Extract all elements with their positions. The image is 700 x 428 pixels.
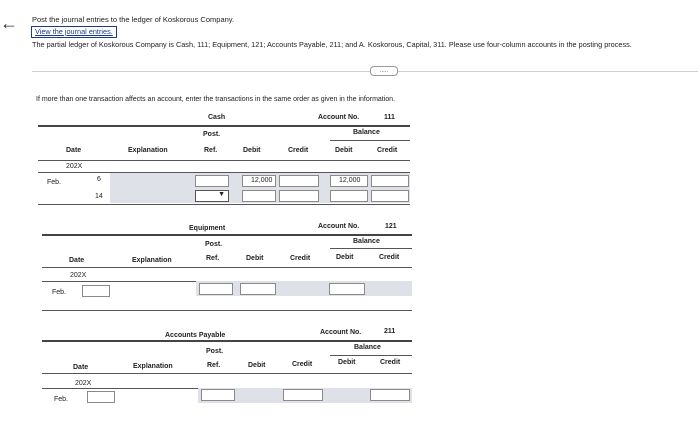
account-title: Cash bbox=[208, 114, 226, 121]
table-top-rule bbox=[42, 340, 412, 342]
balance-debit-header: Debit bbox=[335, 147, 353, 154]
post-header: Post. bbox=[203, 131, 221, 138]
account-no-label: Account No. bbox=[318, 114, 360, 121]
ref-header: Ref. bbox=[207, 362, 221, 369]
balance-rule bbox=[330, 355, 412, 356]
debit-input[interactable] bbox=[242, 190, 276, 202]
date-header: Date bbox=[66, 147, 82, 154]
row-rule bbox=[42, 310, 412, 311]
post-ref-input[interactable] bbox=[201, 389, 235, 401]
credit-input[interactable] bbox=[279, 175, 319, 187]
balance-header: Balance bbox=[354, 344, 381, 351]
expand-button[interactable]: ..... bbox=[370, 66, 398, 76]
account-no-label: Account No. bbox=[320, 329, 362, 336]
balance-debit-header: Debit bbox=[338, 359, 356, 366]
month-label: Feb. bbox=[47, 179, 62, 186]
day-label: 6 bbox=[97, 176, 101, 183]
balance-debit-header: Debit bbox=[336, 254, 354, 261]
table-top-rule bbox=[42, 234, 412, 236]
question-description: The partial ledger of Koskorous Company is Cash, 111; Equipment, 121; Accounts Payable, 211; and A. Koskorous, Capital, 311. Please use four-column accounts in the posting process. bbox=[32, 40, 632, 49]
divider bbox=[32, 71, 698, 72]
header-rule bbox=[42, 373, 412, 374]
balance-debit-input[interactable] bbox=[330, 175, 368, 187]
header-rule bbox=[38, 160, 410, 161]
year-label: 202X bbox=[75, 380, 92, 387]
balance-credit-input[interactable] bbox=[370, 389, 410, 401]
debit-header: Debit bbox=[243, 147, 261, 154]
debit-value: 12,000 bbox=[251, 177, 273, 184]
explanation-header: Explanation bbox=[128, 147, 168, 154]
account-number: 211 bbox=[384, 328, 396, 335]
balance-credit-input[interactable] bbox=[371, 175, 409, 187]
debit-header: Debit bbox=[248, 362, 266, 369]
balance-credit-header: Credit bbox=[379, 254, 400, 261]
post-header: Post. bbox=[206, 348, 224, 355]
post-header: Post. bbox=[205, 241, 223, 248]
balance-debit-input[interactable] bbox=[329, 283, 365, 295]
question-title: Post the journal entries to the ledger of Koskorous Company. bbox=[32, 15, 235, 24]
post-ref-select[interactable] bbox=[195, 190, 229, 202]
balance-header: Balance bbox=[353, 238, 380, 245]
credit-header: Credit bbox=[288, 147, 309, 154]
debit-input[interactable] bbox=[240, 283, 276, 295]
table-top-rule bbox=[38, 125, 410, 127]
account-no-label: Account No. bbox=[318, 223, 360, 230]
view-journal-entries-link[interactable]: View the journal entries. bbox=[31, 26, 117, 38]
balance-credit-header: Credit bbox=[377, 147, 398, 154]
debit-input[interactable] bbox=[242, 175, 276, 187]
header-rule bbox=[42, 267, 412, 268]
account-number: 121 bbox=[385, 223, 397, 230]
balance-credit-header: Credit bbox=[380, 359, 401, 366]
day-input[interactable] bbox=[87, 391, 115, 403]
back-arrow-icon[interactable]: ← bbox=[0, 13, 18, 33]
month-label: Feb. bbox=[54, 396, 69, 403]
month-label: Feb. bbox=[52, 289, 67, 296]
account-title: Equipment bbox=[189, 225, 226, 232]
balance-rule bbox=[330, 140, 410, 141]
ref-header: Ref. bbox=[204, 147, 218, 154]
day-input[interactable] bbox=[82, 285, 110, 297]
credit-input[interactable] bbox=[283, 389, 323, 401]
debit-header: Debit bbox=[246, 255, 264, 262]
year-label: 202X bbox=[70, 272, 87, 279]
post-ref-input[interactable] bbox=[199, 283, 233, 295]
balance-debit-value: 12,000 bbox=[339, 177, 361, 184]
balance-debit-input[interactable] bbox=[330, 190, 368, 202]
date-header: Date bbox=[69, 257, 85, 264]
account-number: 111 bbox=[384, 114, 395, 121]
year-label: 202X bbox=[66, 163, 83, 170]
account-title: Accounts Payable bbox=[165, 332, 226, 339]
balance-header: Balance bbox=[353, 129, 380, 136]
explanation-header: Explanation bbox=[132, 257, 172, 264]
day-label: 14 bbox=[95, 193, 103, 200]
chevron-down-icon: ▼ bbox=[218, 191, 225, 198]
balance-rule bbox=[330, 248, 412, 249]
balance-credit-input[interactable] bbox=[371, 190, 409, 202]
date-header: Date bbox=[73, 364, 89, 371]
post-ref-input[interactable] bbox=[195, 175, 229, 187]
row-rule bbox=[38, 204, 410, 205]
explanation-header: Explanation bbox=[133, 363, 173, 370]
credit-input[interactable] bbox=[279, 190, 319, 202]
ref-header: Ref. bbox=[206, 255, 220, 262]
credit-header: Credit bbox=[292, 361, 313, 368]
credit-header: Credit bbox=[290, 255, 311, 262]
instruction-text: If more than one transaction affects an account, enter the transactions in the same order as given in the information. bbox=[36, 96, 396, 103]
